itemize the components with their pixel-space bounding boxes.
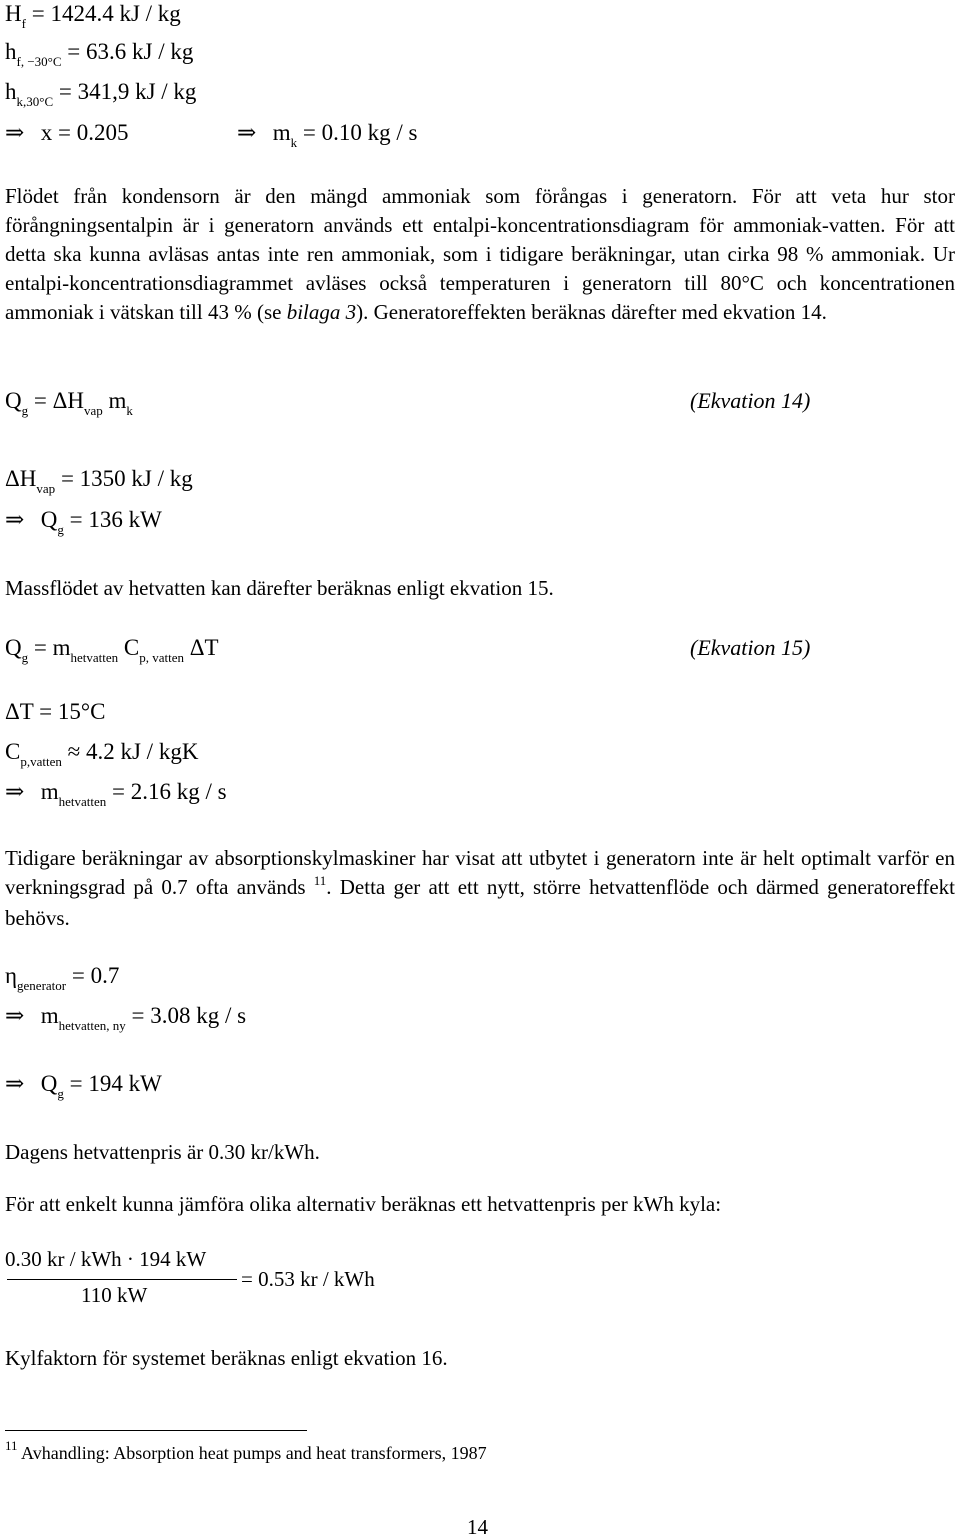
implies-arrow: ⇒ xyxy=(5,120,25,145)
footnote: $^{11}$ Avhandling: Absorption heat pumps and heat transformers, 1987 xyxy=(5,1438,487,1463)
implies-arrow: ⇒ xyxy=(5,1003,25,1028)
fraction-result: = 0.53 kr / kWh xyxy=(241,1267,375,1291)
eq-x: ⇒ x = 0.205 xyxy=(5,120,129,145)
eq-eta-generator: $\eta_{generator} = 0.7$ xyxy=(5,963,120,993)
eq-cp: $C_{p,vatten} \approx 4.2$ kJ / kgK xyxy=(5,739,199,769)
implies-arrow: ⇒ xyxy=(5,1071,25,1096)
eq-mk: ⇒ $m_k = 0.10$ kg / s xyxy=(237,120,418,150)
footnote-ref: 11 xyxy=(313,873,327,888)
fraction-numerator: 0.30 kr / kWh · 194 kW xyxy=(5,1247,207,1271)
equation-15: $Q_g = m_{hetvatten}$ $C_{p, vatten}$ ΔT xyxy=(5,635,219,665)
page-number: 14 xyxy=(467,1515,488,1539)
paragraph-generator-intro: Flödet från kondensorn är den mängd ammoniak som förångas i generatorn. För att veta hur stor förångningsentalpin är i generatorn används ett entalpi-koncentrationsdiagram för ammoniak-vatten. För att detta ska kunna avläsas antas inte ren ammoniak, som i tidigare beräkningar, utan cirka 98 % ammoniak. Ur entalpi-koncentrationsdiagrammet avläses också temperaturen i generatorn till 80°C och koncentrationen ammoniak i vätskan till 43 % (se bilaga 3). Generatoreffekten beräknas därefter med ekvation 14. xyxy=(5,184,955,324)
eq-delta-t: ΔT = 15°C xyxy=(5,699,106,724)
eq-m-hetvatten-ny: ⇒ $m_{hetvatten, ny} = 3.08$ kg / s xyxy=(5,1003,247,1033)
eq-qg-194: ⇒ $Q_g = 194$ kW xyxy=(5,1071,162,1101)
paragraph-price: Dagens hetvattenpris är 0.30 kr/kWh. xyxy=(5,1140,320,1164)
equation-15-label: (Ekvation 15) xyxy=(690,635,811,660)
eq-m-hetvatten: ⇒ $m_{hetvatten} = 2.16$ kg / s xyxy=(5,779,227,809)
paragraph-compare: För att enkelt kunna jämföra olika alternativ beräknas ett hetvattenpris per kWh kyla: xyxy=(5,1192,722,1216)
eq-hk-30: $h_{k,30^\circ C} = 341,9$ kJ / kg xyxy=(5,79,197,109)
footnote-rule xyxy=(5,1430,307,1431)
fraction-denominator: 110 kW xyxy=(81,1283,148,1307)
eq-delta-hvap: $\Delta H_{vap} = 1350$ kJ / kg xyxy=(5,466,193,496)
implies-arrow: ⇒ xyxy=(5,779,25,804)
fraction-bar xyxy=(7,1279,237,1280)
paragraph-massflow: Massflödet av hetvatten kan därefter beräknas enligt ekvation 15. xyxy=(5,576,554,600)
equation-14: $Q_g = \Delta H_{vap}$ $m_k$ xyxy=(5,388,133,418)
eq-hf-30: $h_{f, -30^\circ C} = 63.6$ kJ / kg xyxy=(5,39,194,69)
paragraph-efficiency: Tidigare beräkningar av absorptionskylmaskiner har visat att utbytet i generatorn inte är helt optimalt varför en verkningsgrad på 0.7 ofta används $^{11}$. Detta ger att ett nytt, större hetvattenflöde och därmed generatoreffekt behövs. xyxy=(5,846,955,930)
implies-arrow: ⇒ xyxy=(237,120,257,145)
eq-qg-136: ⇒ $Q_g = 136$ kW xyxy=(5,507,162,537)
equation-14-label: (Ekvation 14) xyxy=(690,388,811,413)
paragraph-cooling-factor: Kylfaktorn för systemet beräknas enligt ekvation 16. xyxy=(5,1346,448,1370)
implies-arrow: ⇒ xyxy=(5,507,25,532)
eq-hf: $H_f = 1424.4$ kJ / kg xyxy=(5,1,181,31)
